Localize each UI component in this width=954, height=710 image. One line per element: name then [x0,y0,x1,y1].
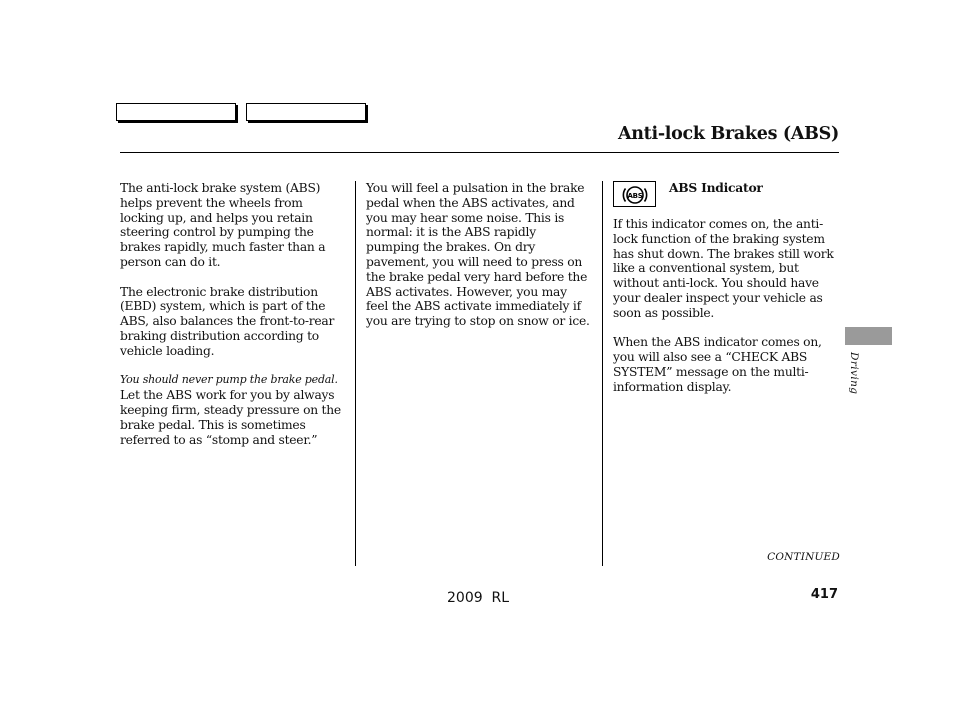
text-line: steering control by pumping the [120,225,314,240]
paragraph-ebd [120,285,348,359]
paragraph-pulsation [366,181,594,329]
text-line: SYSTEM” message on the multi- [613,364,809,379]
text-line: the brake pedal very hard before the [366,269,588,284]
paragraph-abs-intro [120,181,348,270]
text-line: you are trying to stop on snow or ice. [366,314,590,329]
page-number: 417 [810,587,838,602]
text-line: like a conventional system, but [613,261,799,276]
abs-indicator-header [613,181,841,211]
text-line: brakes rapidly, much faster than a [120,240,326,255]
italic-warning-line: You should never pump the brake pedal. [120,373,338,387]
section-tab-label: Driving [848,352,860,395]
text-line: locking up, and helps you retain [120,210,313,225]
text-line: Let the ABS work for you by always [120,388,335,403]
nav-button-1[interactable] [116,103,236,121]
text-line: You will feel a pulsation in the brake [366,181,585,195]
text-line: The electronic brake distribution [120,284,318,299]
text-line: (EBD) system, which is part of the [120,299,326,314]
text-line: The anti-lock brake system (ABS) [120,181,321,195]
footer-model: 2009 RL [447,590,510,606]
nav-button-2[interactable] [246,103,366,121]
text-line: person can do it. [120,254,221,269]
paragraph-indicator-on [613,217,841,321]
paragraph-check-abs-message [613,335,841,394]
text-line: vehicle loading. [120,343,215,358]
text-line: pedal when the ABS activates, and [366,195,575,210]
text-line: lock function of the braking system [613,231,825,246]
continued-label: CONTINUED [767,551,840,563]
text-line: keeping firm, steady pressure on the [120,402,341,417]
column-3 [613,181,841,409]
column-1 [120,181,348,462]
text-line: braking distribution according to [120,328,319,343]
text-line: without anti-lock. You should have [613,276,819,291]
text-line: When the ABS indicator comes on, [613,335,822,350]
text-line: your dealer inspect your vehicle as [613,290,823,305]
text-line: feel the ABS activate immediately if [366,299,581,314]
text-line: you may hear some noise. This is [366,210,565,225]
text-line: has shut down. The brakes still work [613,246,834,261]
text-line: information display. [613,379,732,394]
page-title: Anti-lock Brakes (ABS) [617,124,839,144]
text-line: pumping the brakes. On dry [366,240,536,255]
text-line: If this indicator comes on, the anti- [613,217,824,231]
title-rule [120,152,839,153]
text-line: soon as possible. [613,305,715,320]
column-divider [602,181,603,566]
text-line: brake pedal. This is sometimes [120,417,306,432]
text-line: ABS activates. However, you may [366,284,567,299]
text-line: ABS, also balances the front-to-rear [120,314,335,329]
text-line: referred to as “stomp and steer.” [120,432,318,447]
abs-icon-text: ABS [627,192,643,200]
abs-indicator-icon [613,181,656,207]
paragraph-stomp-and-steer [120,373,348,447]
text-line: pavement, you will need to press on [366,254,583,269]
abs-indicator-heading: ABS Indicator [669,180,763,195]
column-2 [366,181,594,344]
text-line: normal: it is the ABS rapidly [366,225,536,240]
text-line: helps prevent the wheels from [120,195,303,210]
text-line: you will also see a “CHECK ABS [613,350,808,365]
section-tab[interactable] [845,327,892,345]
column-divider [355,181,356,566]
